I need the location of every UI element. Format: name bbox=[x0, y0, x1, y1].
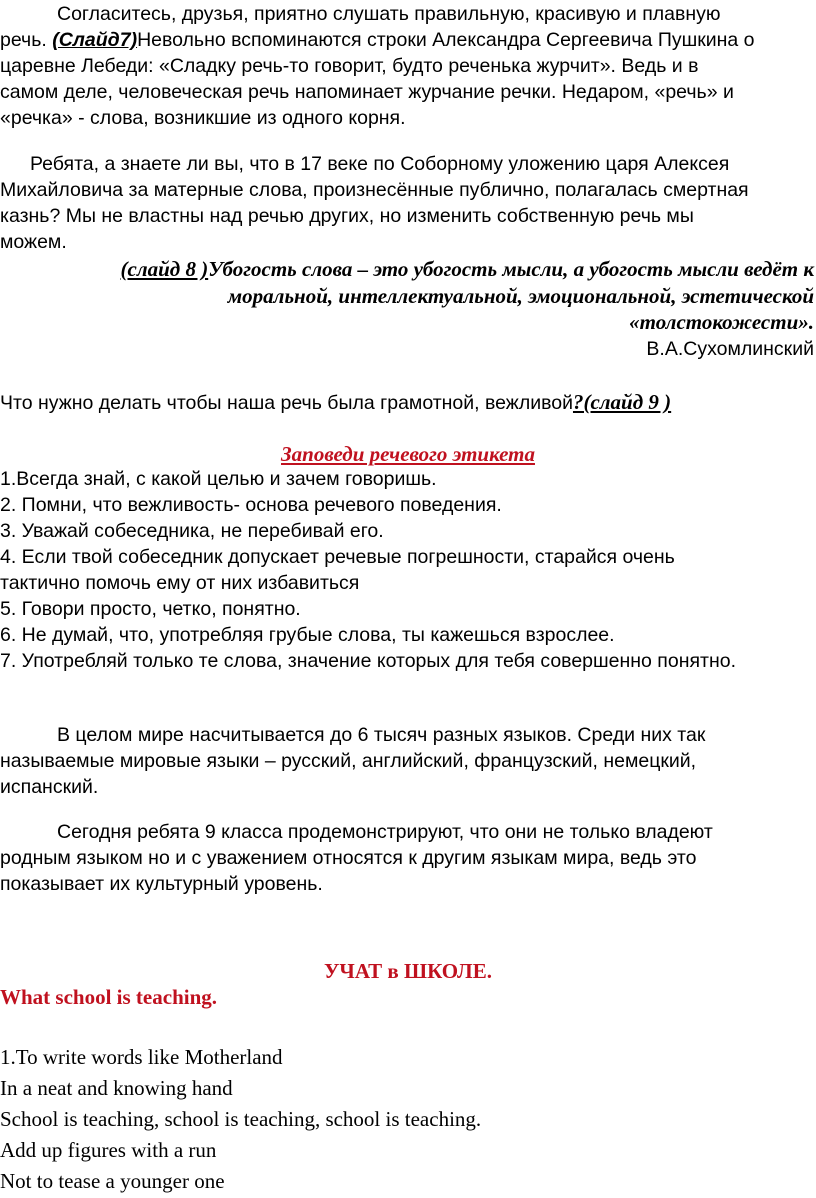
text-line: царевне Лебеди: «Сладку речь-то говорит, будто реченька журчит». Ведь и в bbox=[0, 55, 699, 77]
poem-title-ru bbox=[0, 958, 816, 985]
poem-title: What school is teaching. bbox=[0, 985, 218, 1009]
poem-line: 1.To write words like Motherland bbox=[0, 1045, 283, 1069]
list-item: тактично помочь ему от них избавиться bbox=[0, 572, 360, 594]
poem-line: Not to tease a younger one bbox=[0, 1169, 225, 1193]
commandments-title bbox=[0, 441, 816, 468]
text-line: показывает их культурный уровень. bbox=[0, 873, 323, 895]
poem-title: УЧАТ в ШКОЛЕ. bbox=[324, 959, 492, 983]
commandments-list bbox=[0, 466, 736, 674]
text-line: Согласитесь, друзья, приятно слушать правильную, красивую и плавную bbox=[57, 3, 721, 25]
text-line: родным языком но и с уважением относятся к другим языкам мира, ведь это bbox=[0, 847, 697, 869]
quote-block bbox=[0, 256, 814, 362]
poem-line: In a neat and knowing hand bbox=[0, 1076, 233, 1100]
poem-line: Add up figures with a run bbox=[0, 1138, 217, 1162]
text-line: В целом мире насчитывается до 6 тысяч разных языков. Среди них так bbox=[57, 724, 706, 746]
text-line: самом деле, человеческая речь напоминает журчание речки. Недаром, «речь» и bbox=[0, 81, 734, 103]
text-line: «речка» - слова, возникшие из одного корня. bbox=[0, 107, 406, 129]
slide-reference: (слайд 8 ) bbox=[120, 257, 209, 281]
poem-title-en bbox=[0, 984, 217, 1011]
text-line: испанский. bbox=[0, 776, 99, 798]
paragraph-intro bbox=[0, 1, 755, 131]
section-title: Заповеди речевого этикета bbox=[281, 442, 535, 466]
text-line: называемые мировые языки – русский, английский, французский, немецкий, bbox=[0, 750, 697, 772]
quote-author: В.А.Сухомлинский bbox=[646, 337, 814, 360]
text-fragment: речь. bbox=[0, 29, 53, 51]
poem-line: School is teaching, school is teaching, school is teaching. bbox=[0, 1107, 482, 1131]
quote-line: «толстокожести». bbox=[629, 310, 814, 334]
list-item: 1.Всегда знай, с какой целью и зачем говоришь. bbox=[0, 468, 437, 490]
text-line: Ребята, а знаете ли вы, что в 17 веке по Соборному уложению царя Алексея bbox=[30, 153, 730, 175]
list-item: 7. Употребляй только те слова, значение которых для тебя совершенно понятно. bbox=[0, 650, 737, 672]
text-fragment: Невольно вспоминаются строки Александра Сергеевича Пушкина о bbox=[137, 29, 755, 51]
list-item: 3. Уважай собеседника, не перебивай его. bbox=[0, 520, 384, 542]
list-item: 2. Помни, что вежливость- основа речевого поведения. bbox=[0, 494, 502, 516]
text-line: Сегодня ребята 9 класса продемонстрируют, что они не только владеют bbox=[57, 821, 713, 843]
question-line bbox=[0, 389, 671, 415]
text-line bbox=[0, 27, 755, 53]
slide-reference: (Слайд7) bbox=[52, 29, 138, 51]
quote-line bbox=[0, 256, 814, 283]
text-line bbox=[0, 389, 671, 415]
list-item: 6. Не думай, что, употребляя грубые слова, ты кажешься взрослее. bbox=[0, 624, 615, 646]
slide-reference: ?(слайд 9 ) bbox=[572, 390, 672, 414]
quote-line: моральной, интеллектуальной, эмоциональной, эстетической bbox=[227, 283, 814, 308]
quote-text: Убогость слова – это убогость мысли, а убогость мысли ведёт к bbox=[208, 257, 814, 281]
paragraph-languages bbox=[0, 722, 705, 800]
text-line: казнь? Мы не властны над речью других, но изменить собственную речь мы bbox=[0, 205, 694, 227]
list-item: 5. Говори просто, четко, понятно. bbox=[0, 598, 301, 620]
paragraph-history bbox=[0, 151, 749, 255]
list-item: 4. Если твой собеседник допускает речевые погрешности, старайся очень bbox=[0, 546, 675, 568]
question-text: Что нужно делать чтобы наша речь была грамотной, вежливой bbox=[0, 392, 573, 414]
text-line: можем. bbox=[0, 231, 67, 253]
paragraph-class bbox=[0, 819, 713, 897]
poem-body bbox=[0, 1042, 481, 1197]
text-line: Михайловича за матерные слова, произнесённые публично, полагалась смертная bbox=[0, 179, 749, 201]
